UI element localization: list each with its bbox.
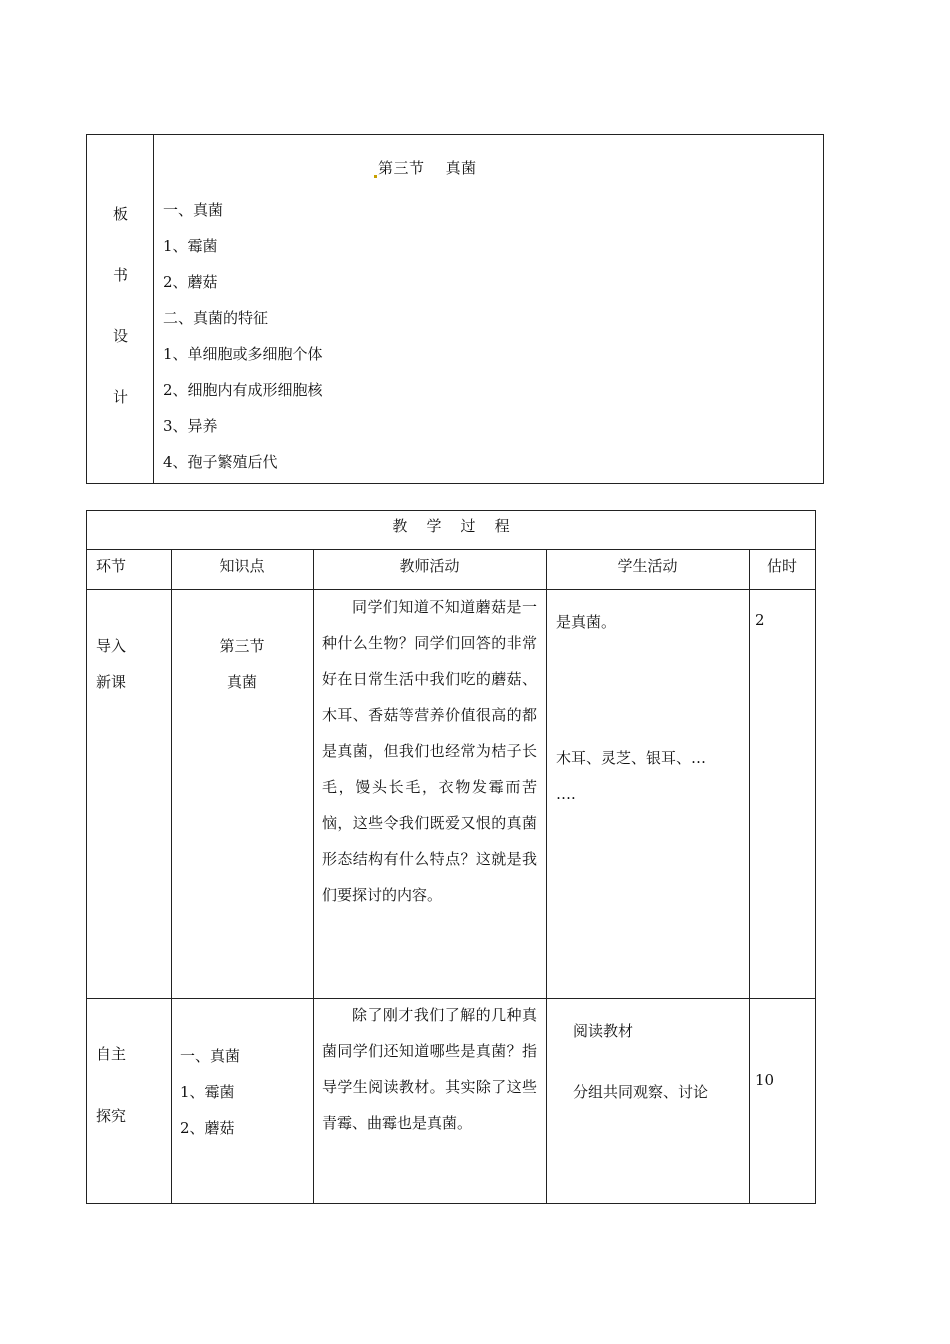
- board-design-content: [154, 135, 823, 483]
- row1-student-activity: 木耳、灵芝、银耳、…: [556, 749, 707, 767]
- row2-knowledge: 一、真菌: [180, 1047, 241, 1065]
- header-time: 估时: [766, 557, 797, 575]
- header-student: 学生活动: [617, 557, 678, 575]
- board-design-label: [87, 135, 154, 483]
- row2-student-activity: 阅读教材: [573, 1022, 634, 1040]
- board-line: 2、细胞内有成形细胞核: [163, 381, 323, 399]
- teaching-process-table: [86, 510, 816, 1204]
- col-divider: [313, 549, 314, 1204]
- col-divider: [749, 549, 750, 1204]
- board-title: [374, 157, 477, 178]
- row2-time: 10: [755, 1071, 775, 1089]
- process-title: 教 学 过 程: [392, 517, 510, 535]
- header-teacher: 教师活动: [399, 557, 460, 575]
- board-line: 一、真菌: [163, 201, 224, 219]
- row2-knowledge: 2、蘑菇: [180, 1119, 235, 1137]
- row1-student-activity: ….: [556, 785, 576, 803]
- label-char: 书: [112, 266, 128, 284]
- row2-student-activity: 分组共同观察、讨论: [573, 1083, 709, 1101]
- row1-knowledge: 第三节: [219, 637, 265, 655]
- board-line: 3、异养: [163, 417, 218, 435]
- board-line: 1、霉菌: [163, 237, 218, 255]
- board-line: 1、单细胞或多细胞个体: [163, 345, 323, 363]
- label-char: 板: [112, 205, 128, 223]
- board-line: 2、蘑菇: [163, 273, 218, 291]
- header-stage: 环节: [96, 557, 127, 575]
- row2-stage: 自主: [96, 1045, 127, 1063]
- board-title-text: 第三节 真菌: [378, 159, 477, 177]
- row1-teacher-activity: 同学们知道不知道蘑菇是一种什么生物？同学们回答的非常好在日常生活中我们吃的蘑菇、木耳、香菇等营养价值很高的都是真菌，但我们也经常为桔子长毛，馒头长毛，衣物发霉而苦恼，这些令我们既爱又恨的真菌形态结构有什么特点？这就是我们要探讨的内容。: [322, 598, 537, 904]
- row2-knowledge: 1、霉菌: [180, 1083, 235, 1101]
- row1-student-activity: 是真菌。: [556, 613, 617, 631]
- marker-dot: [374, 175, 377, 178]
- row1-knowledge: 真菌: [226, 673, 257, 691]
- col-divider: [546, 549, 547, 1204]
- header-knowledge: 知识点: [219, 557, 265, 575]
- board-line: 4、孢子繁殖后代: [163, 453, 278, 471]
- row1-time: 2: [755, 611, 765, 629]
- row1-stage: 新课: [96, 673, 127, 691]
- row1-stage: 导入: [96, 637, 127, 655]
- board-design-table: [86, 134, 824, 484]
- label-char: 计: [112, 388, 128, 406]
- row2-stage: 探究: [96, 1107, 127, 1125]
- label-char: 设: [112, 327, 128, 345]
- board-line: 二、真菌的特征: [163, 309, 269, 327]
- row2-teacher-activity: 除了刚才我们了解的几种真菌同学们还知道哪些是真菌？指导学生阅读教材。其实除了这些青霉、曲霉也是真菌。: [322, 1006, 537, 1132]
- row-divider: [87, 549, 815, 550]
